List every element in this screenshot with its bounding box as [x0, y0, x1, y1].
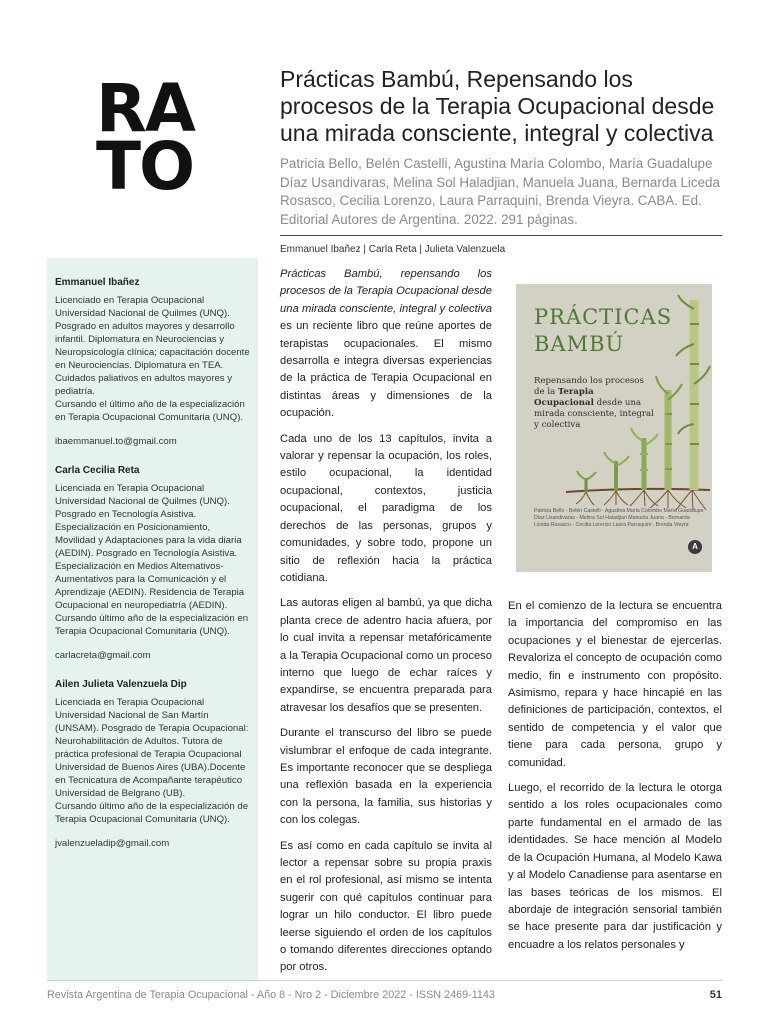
header-divider — [280, 235, 722, 236]
review-title: Prácticas Bambú, Repensando los procesos de la Terapia Ocupacional desde una mirada consciente, integral y colectiva — [280, 66, 715, 146]
journal-footer: Revista Argentina de Terapia Ocupacional - Año 8 - Nro 2 - Diciembre 2022 - ISSN 2469-1143 — [47, 989, 495, 1001]
page-number: 51 — [709, 989, 722, 1001]
book-title-italic: Prácticas Bambú, repensando los procesos de la Terapia Ocupacional desde una mirada consciente, integral y colectiva — [280, 268, 492, 315]
cover-title-line-2: BAMBÚ — [534, 332, 625, 356]
bio-block — [55, 678, 250, 850]
bio-name: Carla Cecilia Reta — [55, 465, 140, 476]
paragraph: Cada uno de los 13 capítulos, invita a valorar y repensar la ocupación, los roles, estilo ocupacional, la identidad ocupacional, contextos, justicia ocupacional, el paradigma de los derechos de las personas, grupos y comunidades, y sobre todo, propone un sitio de reflexión hacia la práctica cotidiana. — [280, 432, 492, 584]
bio-name: Ailen Julieta Valenzuela Dip — [55, 679, 187, 690]
bio-block — [55, 276, 250, 448]
reviewer-names: Emmanuel Ibañez | Carla Reta | Julieta Valenzuela — [280, 244, 506, 255]
bio-text: Licenciada en Terapia Ocupacional Universidad Nacional de San Martín (UNSAM). Posgrado de Terapia Ocupacional: Neurohabilitación de Adultos. Tutora de práctica profesional de Terapia Ocupacional Universidad de Buenos Aires (UBA).Docente en Tecnicatura de Acompañante terapéutico Universidad de Belgrano (UB). Cursando último año de la especialización de Terapia Ocupacional Comunitaria (UNQ). — [55, 697, 249, 825]
paragraph: Es así como en cada capítulo se invita al lector a repensar sobre su propia praxis en el rol profesional, así mismo se intenta sugerir con qué capítulos continuar para lograr un hilo conductor. El libro puede leerse siguiendo el orden de los capítulos o tomando diferentes direcciones optando por otros. — [280, 839, 492, 974]
logo-line-1: RA — [96, 70, 194, 147]
cover-subtitle-part: desde una mirada consciente, integral y colectiva — [534, 398, 654, 430]
paragraph: En el comienzo de la lectura se encuentra la importancia del compromiso en las ocupaciones y el bienestar de ejercerlas. Revaloriza el concepto de ocupación como medio, fin e instrumento con propósito. Asimismo, repara y hace hincapié en las definiciones de participación, contextos, el sentido de competencia y el valor que tiene para cada persona, grupo y comunidad. — [508, 600, 722, 769]
cover-title — [534, 304, 672, 358]
book-cover-image — [516, 284, 712, 572]
paragraph: Durante el transcurso del libro se puede vislumbrar el enfoque de cada integrante. Es importante reconocer que se despliega una reflexión basada en la experiencia con la persona, la familia, sus historias y con los colegas. — [280, 727, 492, 827]
logo-line-2: TO — [96, 128, 194, 205]
bio-email[interactable]: ibaemmanuel.to@gmail.com — [55, 436, 177, 447]
cover-subtitle-bold: Terapia Ocupacional — [534, 387, 594, 408]
paragraph: Las autoras eligen al bambú, ya que dicha planta crece de adentro hacia afuera, por lo cual invita a repensar metafóricamente a la Terapia Ocupacional como un proceso interno que luego de echar raíces y expandirse, se encuentra preparada para atravesar los desafíos que se presenten. — [280, 597, 492, 714]
bio-email[interactable]: carlacreta@gmail.com — [55, 650, 151, 661]
paragraph: Luego, el recorrido de la lectura le otorga sentido a los roles ocupacionales como parte fundamental en el armado de las identidades. Se hace mención al Modelo de la Ocupación Humana, al Modelo Kawa y al Modelo Canadiense para asentarse en las bases teóricas de los mismos. El abordaje de integración sensorial también se hace presente para dar justificación y encuadre a los relatos personales y — [508, 782, 722, 951]
cover-title-line-1: PRÁCTICAS — [534, 305, 673, 329]
cover-subtitle-part: Repensando los procesos de la — [534, 376, 644, 397]
cover-authors: Patricia Bello - Belén Castelli - Agustina María Colombo María Guadalupe Díaz Usandivaras - Melina Sol Haladjian Manuela Juana - Bernarda Liceda Rosasco - Cecilia Lorenzo Laura Parraquini - Brenda Vieyra — [534, 508, 704, 528]
body-column-1 — [280, 266, 492, 985]
book-authors: Patricia Bello, Belén Castelli, Agustina María Colombo, María Guadalupe Díaz Usandivaras, Melina Sol Haladjian, Manuela Juana, Bernarda Liceda Rosasco, Cecilia Lorenzo, Laura Parraquini, Brenda Vieyra. CABA. Ed. Editorial Autores de Argentina. 2022. 291 páginas. — [280, 156, 720, 227]
author-bios-sidebar — [47, 258, 258, 980]
cover-subtitle — [534, 376, 654, 431]
bio-block — [55, 464, 250, 662]
footer-divider — [47, 980, 722, 981]
bio-email[interactable]: jvalenzueladip@gmail.com — [55, 838, 170, 849]
bio-text: Licenciado en Terapia Ocupacional Universidad Nacional de Quilmes (UNQ). Posgrado en adultos mayores y desarrollo infantil. Diplomatura en Neurociencias y Neuropsicología clínica; capacitación docente en Neurociencias. Diplomatura en TEA. Cuidados paliativos en adultos mayores y pediatría. Cursando el último año de la especialización en Terapia Ocupacional Comunitaria (UNQ). — [55, 295, 250, 423]
journal-logo — [96, 70, 216, 205]
bio-text: Licenciada en Terapia Ocupacional Universidad Nacional de Quilmes (UNQ). Posgrado en Tecnología Asistiva. Especialización en Posicionamiento, Movilidad y Adaptaciones para la vida diaria (AEDIN). Posgrado en Tecnología Asistiva. Especialización en Medios Alternativos- Aumentativos para la Comunicación y el Aprendizaje (AEDIN). Residencia de Terapia Ocupacional en neuropediatría (AEDIN). Cursando último año de la especialización en Terapia Ocupacional Comunitaria (UNQ). — [55, 483, 249, 637]
bio-name: Emmanuel Ibañez — [55, 277, 140, 288]
paragraph-text: es un reciente libro que reúne aportes de terapistas ocupacionales. El mismo desarrolla e integra diversas experiencias de la práctica de Terapia Ocupacional en distintas áreas y dimensiones de la ocupación. — [280, 320, 492, 420]
body-column-2 — [508, 598, 722, 962]
publisher-logo-icon: A — [688, 540, 702, 554]
paragraph — [280, 266, 492, 423]
